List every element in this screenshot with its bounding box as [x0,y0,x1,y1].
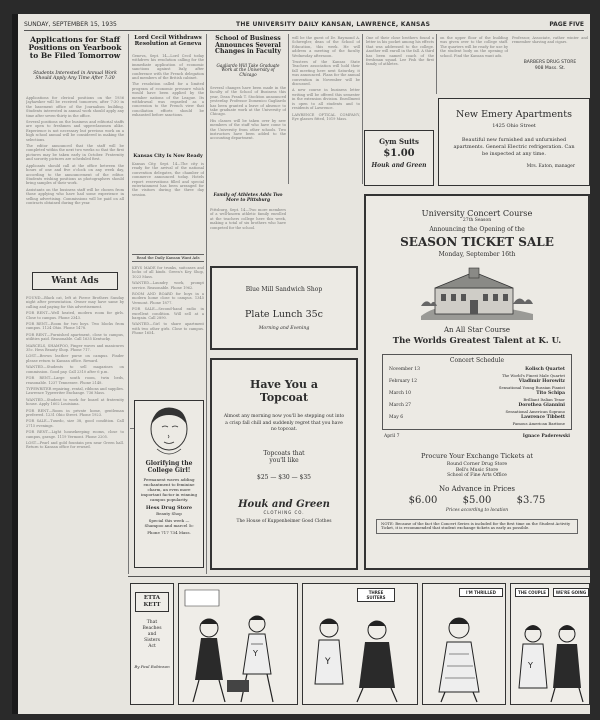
headline-kansas-city: Kansas City Is Now Ready [133,153,203,159]
comic-title-panel [130,583,174,705]
comic-subtitle: That [146,620,158,625]
comic-panel-1-drawing [179,584,297,704]
topcoat-body: Almost any morning now you'll be stepping out into a crisp fall chill and suddenly regret that you have no topcoat. [223,414,345,432]
concert-headline: SEASON TICKET SALE [400,235,554,249]
comic-panel-4 [510,583,590,705]
hess-special: Special this week — [148,518,190,523]
topcoat-line-1: Topcoats that [263,449,305,457]
gym-suits-title: Gym Suits [379,137,419,146]
topcoat-sub: CLOTHING CO. [263,509,305,515]
hess-headline-2: College Girl! [147,467,191,474]
schedule-title: Concert Schedule [449,357,505,364]
column-rule [288,34,289,184]
blue-mill-title: Blue Mill Sandwich Shop [245,286,323,293]
exchange-place: Bell's Music Store [455,467,499,473]
hess-body: Permanent waves adding enchantment to feminine charm, an even more important factor in winning campus popularity. [140,477,198,502]
comic-title-box [135,592,169,612]
article-text: Pittsburg, Sept. 14—Two more members of a well-known athletic family enrolled at the teachers college here this week, making a total of six brothers who have competed for the school. [210,208,286,230]
emery-apartments-ad [438,98,590,186]
price-row [396,495,558,506]
classified-ads: FOUND—Black cat, left at Pierce Brothers Sunday night after presentation. Owner may have same by calling and paying for this advertisement. FOR RENT—Well heated, modern room for girls. Close to campus. Phone 2343. FOR RENT—Room for two boys. Two blocks from campus. 1124 Ohio. Phone 1478. FOR RENT—Furnished apartment, close to campus, utilities paid. Reasonable. Call 1635 Kentucky. MARCELS, SHAMPOO, Finger waves and manicures 35c. Hess Beauty Shop. Phone 717. LOST—Brown leather purse on campus. Finder please return to Kansan office. Reward. WANTED—Students to sell magazines on commission. Good pay. Call 2310 after 6 p.m. FOR RENT—Large south room, twin beds, reasonable. 1237 Tennessee. Phone 2148. TYPEWRITER repairing, rental, ribbons and supplies. Lawrence Typewriter Exchange. 736 Mass. WANTED—Student to work for board at fraternity house. Apply 1602 Louisiana. FOR RENT—Room in private home, gentleman preferred. 1231 Ohio Street. Phone 1923. FOR SALE—Tuxedo, size 38, good condition. Call 2715 evenings. FOR RENT—Light housekeeping rooms, close to campus, garage. 1119 Vermont. Phone 2205. LOST—Pearl and gold fountain pen near Green hall. Return to Kansan office for reward. [26,296,124,450]
comic-panel-2-drawing [303,584,417,704]
want-ads-banner [32,272,118,290]
exchange-place: School of Fine Arts Office [447,473,507,478]
blue-mill-ad [210,266,358,350]
barbers-name: BARBERS DRUG STORE [523,60,577,65]
speech-bubble: THE COUPLE [515,588,549,597]
comic-panel-1 [178,583,298,705]
topcoat-title-2: Topcoat [259,391,309,404]
concert-note: NOTE: Because of the fact the Concert Series is included for the first time on the Student Activity Ticket, it is recommended that student exchange tickets as early as possible. [376,519,578,535]
deck-business-school: Gagliardo Will Take Graduate Work at the University of Chicago [216,63,280,77]
emery-address: 1425 Ohio Street [492,123,536,129]
comic-title: ETTA KETT [143,595,161,608]
deck-yearbook: Students Interested in Annual Work Should Apply Any Time After 7:30 [33,71,117,81]
svg-text:Y: Y [253,649,258,658]
schedule-row: May 6 Lawrence Tibbett [389,415,565,420]
gym-suits-price: $1.00 [383,148,415,159]
barbers-ad [512,60,588,72]
headline-business-school: School of Business Announces Several Changes in Faculty [215,35,281,55]
article-text: Several changes have been made in the faculty of the School of Business this year, Dean Frank T. Stockton announced yesterday. Professor Domenico Gagliardo has been granted a leave of absence to take graduate work at the University of Chicago. His classes will be taken over by new members of the staff who have come to the University from other schools. Two instructors have been added to the accounting department. [210,86,286,141]
topcoat-ad [210,358,358,570]
emery-title: New Emery Apartments [456,109,572,120]
hess-name: Hess Drug Store [145,505,193,511]
speech-bubble: WE'RE GOING [553,588,589,597]
auditorium-illustration [417,264,537,320]
newspaper-page [12,14,590,714]
topcoat-line-2: you'll like [269,456,299,464]
column-rule [128,34,129,574]
concert-schedule-box [382,354,572,430]
article-text: on the upper floor of the building was given over to the college staff. The quarters will be ready for use by the student body on the opening of school. Find the Kansan want ads. [440,36,508,58]
hess-services: Shampoo and marcel 5c [144,523,194,528]
schedule-row: Sensational American Soprano [505,409,565,414]
exchange-place: Round Corner Drug Store [446,462,508,467]
masthead-page: PAGE FIVE [549,20,584,28]
classified-header: Read the Daily Kansan Want Ads [132,254,204,262]
column-rule [206,34,207,574]
masthead-title: THE UNIVERSITY DAILY KANSAN, LAWRENCE, KANSAS [235,20,431,28]
classified-ads: KEYS MADE for trunks, suitcases and locks of all kinds. Green's Key Shop, 1023 Mass. WANTED—Laundry work, prompt service. Reasonable. Phone 1962. ROOM AND BOARD for boys in a modern home close to campus. 1345 Vermont. Phone 1877. FOR SALE—Second-hand radio in excellent condition. Will sell at a bargain. Call 2890. WANTED—Girl to share apartment with two other girls. Close to campus. Phone 1654. [132,266,204,336]
hess-dept: Beauty Shop [156,511,182,516]
barbers-address: 908 Mass. St. [534,66,566,71]
price: $5.00 [462,494,492,506]
houk-green-logo: Houk and Green [238,498,330,510]
article-text: will be the guest of Dr. Raymond A. Schwegler, dean of the School of Education, this week. He will address a meeting of the faculty Wednesday afternoon. Trustees of the Kansas State Teachers association will hold their fall meeting here next Saturday, it was announced. Plans for the annual convention in November will be discussed. A new course in business letter writing will be offered this semester in the extension division. Enrollment is open to all students and to residents of Lawrence. LAWRENCE OPTICAL COMPANY, Eye glasses fitted, 1019 Mass. [292,36,360,121]
column-rule [436,34,437,94]
article-text: Professor, Associate, rather winter and remember shaving and cigars. [512,36,588,45]
houk-green-logo: Houk and Green [371,162,427,169]
schedule-row: The World's Finest Male Quartet [502,373,565,378]
price: $6.00 [408,494,438,506]
concert-title: University Concert Course [421,208,533,218]
schedule-row: Sensational Young Russian Pianist [498,385,565,390]
comic-strip [128,576,590,713]
speech-bubble: I'M THRILLED [459,588,503,597]
hess-headline-1: Glorifying the [145,460,193,467]
no-advance: No Advance in Prices [439,484,515,493]
emery-body: Beautiful new furnished and unfurnished apartments. General Electric refrigeration. Can be inspected at any time. [453,137,575,157]
article-text: Applications for clerical positions on the 1936 Jayhawker will be received tomorrow, after 7:30 in the basement office of the Journalism building. Students interested in annual work should apply any time after seven-thirty in the office. Several positions on the business and editorial staffs are open to freshmen and upperclassmen alike. Experience is not necessary but previous work on a high school annual will be considered in making the selections. The editor announced that the staff will be completed within the next two weeks so that the first pictures may be taken early in October. Fraternity and sorority pictures are scheduled first. Applicants should call at the office between the hours of one and five o'clock on any week day, according to the announcement of the editor. Students wishing positions as photographers should bring samples of their work. Assistants on the business staff will be chosen from those applying who have had some experience in selling advertising. Commissions will be paid on all contracts obtained during the year. [26,96,124,205]
article-text: One of their close brothers found a letter in his pocket among his effects that was addressed to the college. Another will enroll in the fall. A third has been named coach of the freshman squad. Lee Fish the first family of athletes. [366,36,434,67]
schedule-row: Brilliant Italian Tenor [523,397,565,402]
hess-drug-ad [134,400,204,568]
masthead-date: SUNDAY, SEPTEMBER 15, 1935 [24,20,117,28]
headline-athletes: Family of Athletes Adds Two More to Pittsburg [213,193,283,203]
svg-text:Y: Y [528,661,533,670]
concert-tagline: The Worlds Greatest Talent at K. U. [392,336,562,346]
schedule-row: March 10 Tito Schipa [389,391,565,396]
topcoat-tagline: The House of Kuppenheimer Good Clothes [236,518,332,524]
svg-text:Y: Y [325,657,331,667]
masthead [24,18,584,31]
concert-season: 27th Season [462,218,492,223]
topcoat-title-1: Have You a [250,378,318,391]
comic-panel-3-drawing [423,584,505,704]
speech-bubble: THREE SUITERS [357,588,395,602]
article-text: Geneva, Sept. 14—Lord Cecil today withdrew his resolution calling for the immediate application of economic sanctions against Italy, after conference with the French delegation and members of the British cabinet. The resolution called for a limited program of economic pressure which would have been applied by the member nations of the League. Its withdrawal was regarded as a concession to the French view that conciliation efforts should be exhausted before sanctions. [132,54,204,118]
comic-subtitle: and [147,632,157,637]
topcoat-prices: $25 — $30 — $35 [257,473,311,481]
comic-subtitle: Beaches [142,626,162,631]
blue-mill-hours: Morning and Evening [258,326,310,331]
headline-geneva: Lord Cecil Withdraws Resolution at Geneva [134,35,202,47]
concert-announce: Announcing the Opening of the [429,226,525,233]
concert-date: Monday, September 16th [438,251,516,258]
headline-yearbook: Applications for Staff Positions on Yearbook to Be Filed Tomorrow [28,35,122,60]
concert-series: An All Star Course [443,326,511,334]
woman-portrait-illustration [135,403,203,459]
schedule-row: April 7 Ignace Paderewski [384,434,570,439]
schedule-row: Famous American Baritone [512,421,565,426]
article-text: Kansas City, Sept. 14—The city is ready for the arrival of the national convention delegates, the chamber of commerce announced today. Hotels report reservations filled and special entertainment has been arranged for the visitors during the three day session. [132,162,204,197]
schedule-row: November 13 Kolisch Quartet [389,367,565,372]
concert-course-ad [364,194,590,570]
comic-subtitle: Act [148,644,156,649]
want-ads-title: Want Ads [51,276,99,286]
price: $3.75 [516,494,546,506]
comic-panel-4-drawing [511,584,589,704]
hess-phone: Phone 717 734 Mass. [147,530,191,535]
emery-contact: Mrs. Eaton, manager [526,164,575,169]
schedule-row: February 12 Vladimir Horowitz [389,379,565,384]
comic-panel-3 [422,583,506,705]
comic-panel-2 [302,583,418,705]
schedule-row: March 27 Dorothea Giannini [389,403,565,408]
blue-mill-special: Plate Lunch 35c [245,309,323,320]
price-note: Prices according to location [445,507,509,513]
exchange-title: Procure Your Exchange Tickets at [421,452,533,460]
column-rule [362,34,363,184]
gym-suits-ad [364,130,434,186]
comic-subtitle: Sisters [144,638,160,643]
comic-byline: By Paul Robinson [134,664,170,669]
